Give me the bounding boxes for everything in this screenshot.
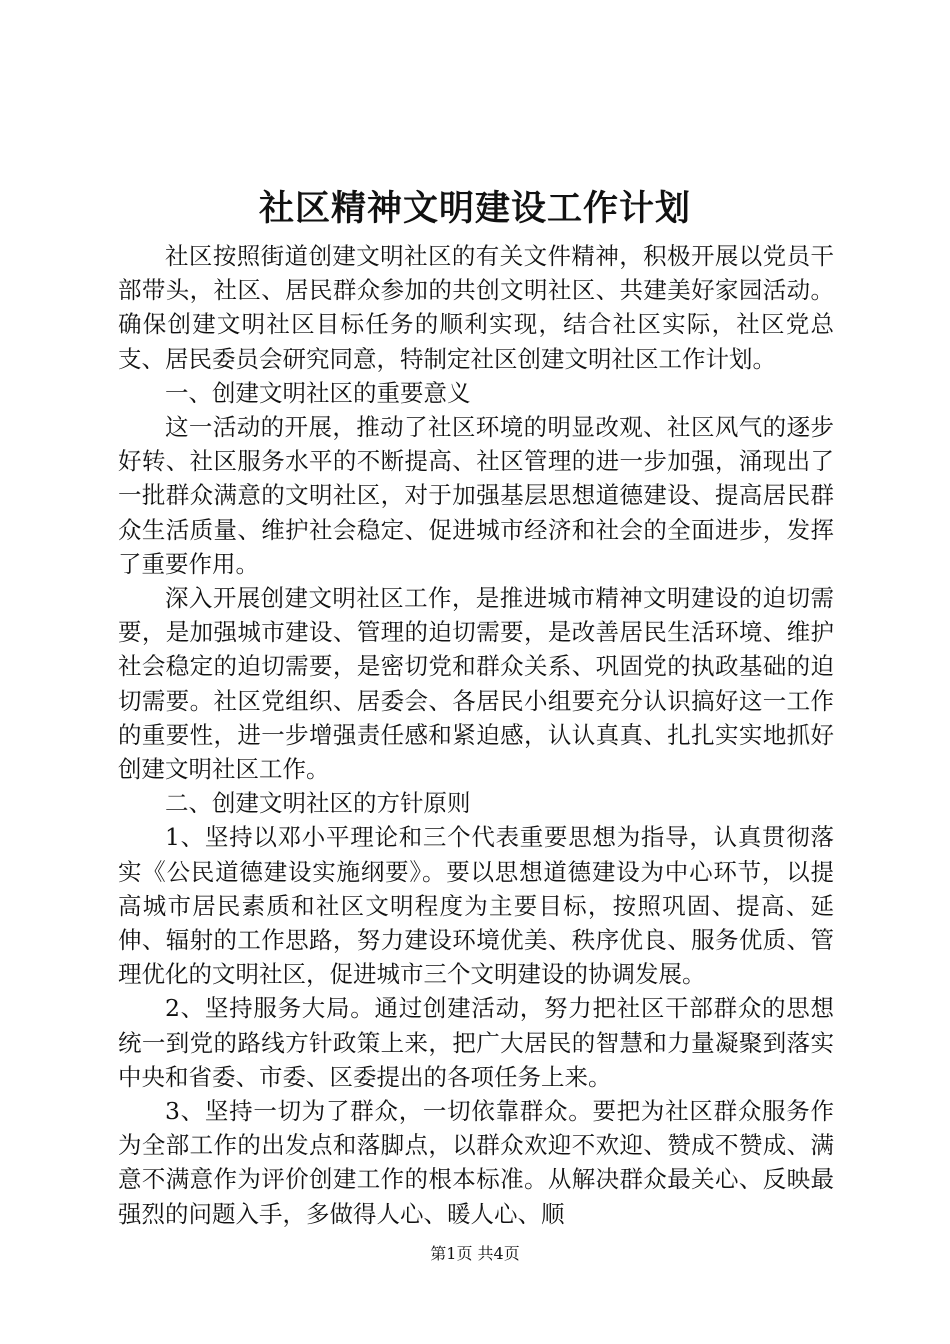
principle-item-3: 3、坚持一切为了群众，一切依靠群众。要把为社区群众服务作为全部工作的出发点和落脚点，以群众欢迎不欢迎、赞成不赞成、满意不满意作为评价创建工作的根本标准。从解决群众最关心、反映最强烈的问题入手，多做得人心、暖人心、顺 bbox=[118, 1097, 834, 1228]
section-heading-1: 一、创建文明社区的重要意义 bbox=[165, 378, 471, 407]
document-title: 社区精神文明建设工作计划 bbox=[258, 188, 691, 229]
page-number-footer: 第1页 共4页 bbox=[430, 1244, 520, 1263]
intro-paragraph: 社区按照街道创建文明社区的有关文件精神，积极开展以党员干部带头，社区、居民群众参加的共创文明社区、共建美好家园活动。确保创建文明社区目标任务的顺利实现，结合社区实际，社区党总支、居民委员会研究同意，特制定社区创建文明社区工作计划。 bbox=[118, 242, 834, 373]
principle-item-2: 2、坚持服务大局。通过创建活动，努力把社区干部群众的思想统一到党的路线方针政策上来，把广大居民的智慧和力量凝聚到落实中央和省委、市委、区委提出的各项任务上来。 bbox=[118, 994, 834, 1091]
body-paragraph: 这一活动的开展，推动了社区环境的明显改观、社区风气的逐步好转、社区服务水平的不断提高、社区管理的进一步加强，涌现出了一批群众满意的文明社区，对于加强基层思想道德建设、提高居民群众生活质量、维护社会稳定、促进城市经济和社会的全面进步，发挥了重要作用。 bbox=[118, 413, 834, 578]
document-body bbox=[118, 239, 834, 1231]
body-paragraph: 深入开展创建文明社区工作，是推进城市精神文明建设的迫切需要，是加强城市建设、管理的迫切需要，是改善居民生活环境、维护社会稳定的迫切需要，是密切党和群众关系、巩固党的执政基础的迫切需要。社区党组织、居委会、各居民小组要充分认识搞好这一工作的重要性，进一步增强责任感和紧迫感，认认真真、扎扎实实地抓好创建文明社区工作。 bbox=[118, 584, 834, 784]
principle-item-1: 1、坚持以邓小平理论和三个代表重要思想为指导，认真贯彻落实《公民道德建设实施纲要》。要以思想道德建设为中心环节，以提高城市居民素质和社区文明程度为主要目标，按照巩固、提高、延伸、辐射的工作思路，努力建设环境优美、秩序优良、服务优质、管理优化的文明社区，促进城市三个文明建设的协调发展。 bbox=[118, 823, 834, 989]
section-heading-2: 二、创建文明社区的方针原则 bbox=[165, 789, 471, 818]
